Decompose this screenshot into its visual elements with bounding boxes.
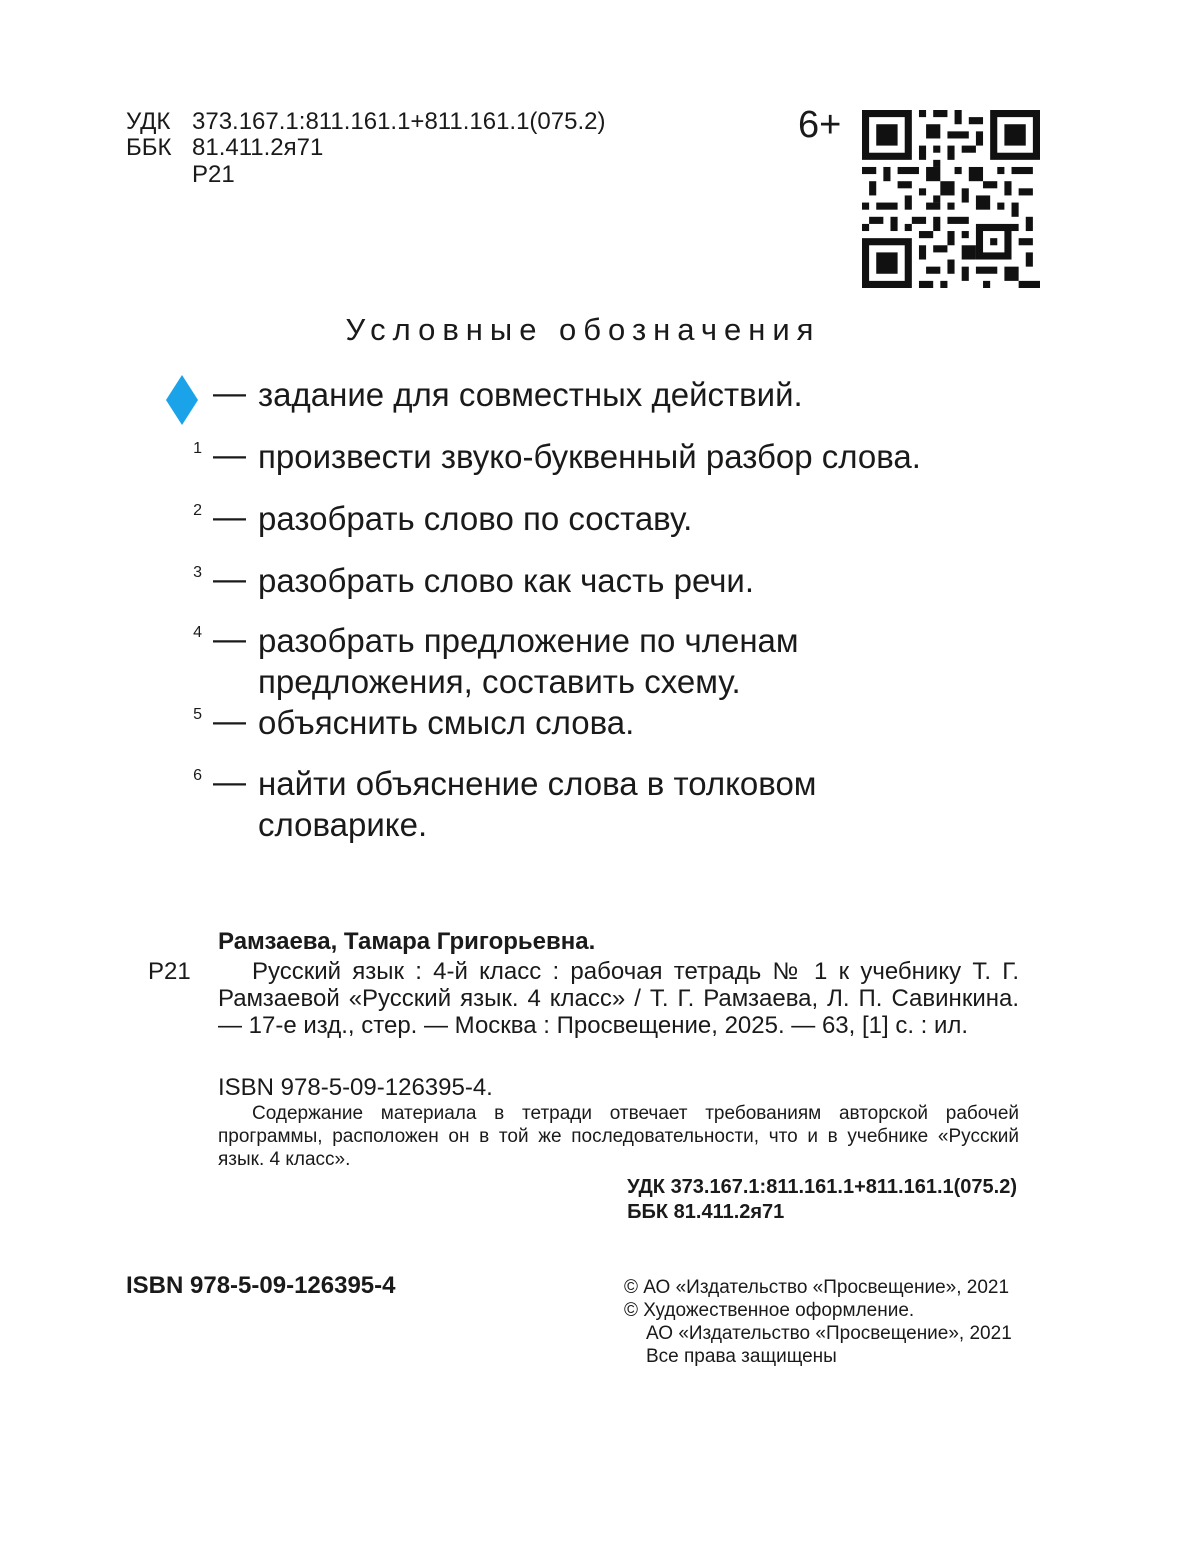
legend-dash: — bbox=[213, 436, 246, 473]
copyright-line: © Художественное оформление. bbox=[624, 1300, 915, 1321]
legend-dash: — bbox=[213, 763, 246, 800]
legend-text: задание для совместных действий. bbox=[258, 376, 803, 413]
legend-number: 1 bbox=[193, 440, 202, 457]
legend-dash: — bbox=[213, 620, 246, 657]
bib-description bbox=[218, 958, 1019, 1039]
isbn: ISBN 978-5-09-126395-4 bbox=[126, 1272, 396, 1299]
bib-description-text: Русский язык : 4-й класс : рабочая тетрадь № 1 к учебнику Т. Г. Рамзаевой «Русский язык. 4 класс» / Т. Г. Рамзаева, Л. П. Савинкина. — 17-е изд., стер. — Москва : Просвещение, 2025. — 63, [1] с. : ил. bbox=[218, 958, 1019, 1039]
legend-dash: — bbox=[213, 702, 246, 739]
qr-code-icon bbox=[862, 110, 1040, 288]
legend-text: разобрать предложение по членам bbox=[258, 622, 799, 659]
age-rating: 6+ bbox=[798, 104, 842, 146]
bbk-value: 81.411.2я71 bbox=[192, 134, 324, 161]
bib-bbk: ББК 81.411.2я71 bbox=[627, 1201, 785, 1223]
bib-codes bbox=[627, 1175, 1017, 1225]
legend-dash: — bbox=[213, 374, 246, 411]
udk-value: 373.167.1:811.161.1+811.161.1(075.2) bbox=[192, 108, 606, 135]
legend-number: 2 bbox=[193, 502, 202, 519]
legend-number: 4 bbox=[193, 624, 202, 641]
legend-text: словарике. bbox=[258, 806, 428, 843]
bib-annotation bbox=[218, 1102, 1019, 1171]
udk-label: УДК bbox=[126, 108, 171, 135]
copyright-line: Все права защищены bbox=[646, 1346, 837, 1367]
legend-title: Условные обозначения bbox=[345, 312, 821, 347]
copyright-line: АО «Издательство «Просвещение», 2021 bbox=[646, 1323, 1012, 1344]
diamond-icon bbox=[166, 375, 198, 425]
legend-text: объяснить смысл слова. bbox=[258, 704, 635, 741]
legend-number: 5 bbox=[193, 706, 202, 723]
legend-text: разобрать слово как часть речи. bbox=[258, 562, 755, 599]
bib-annotation-text: Содержание материала в тетради отвечает требованиям авторской рабочей программы, расположен он в той же последовательности, что и в учебнике «Русский язык. 4 класс». bbox=[218, 1103, 1019, 1170]
legend-dash: — bbox=[213, 498, 246, 535]
legend-number: 3 bbox=[193, 564, 202, 581]
bib-udk: УДК 373.167.1:811.161.1+811.161.1(075.2) bbox=[627, 1176, 1017, 1198]
bib-author: Рамзаева, Тамара Григорьевна. bbox=[218, 928, 596, 955]
bbk-label: ББК bbox=[126, 134, 172, 161]
legend-text: предложения, составить схему. bbox=[258, 663, 741, 700]
legend-text: найти объяснение слова в толковом bbox=[258, 765, 817, 802]
copyright-block bbox=[624, 1276, 1012, 1368]
bib-code: Р21 bbox=[148, 958, 191, 985]
legend-dash: — bbox=[213, 560, 246, 597]
bib-isbn: ISBN 978-5-09-126395-4. bbox=[218, 1074, 493, 1101]
legend-text: разобрать слово по составу. bbox=[258, 500, 693, 537]
author-sign: Р21 bbox=[192, 161, 235, 188]
copyright-line: © АО «Издательство «Просвещение», 2021 bbox=[624, 1277, 1010, 1298]
legend-text: произвести звуко-буквенный разбор слова. bbox=[258, 438, 921, 475]
legend-number: 6 bbox=[193, 767, 202, 784]
